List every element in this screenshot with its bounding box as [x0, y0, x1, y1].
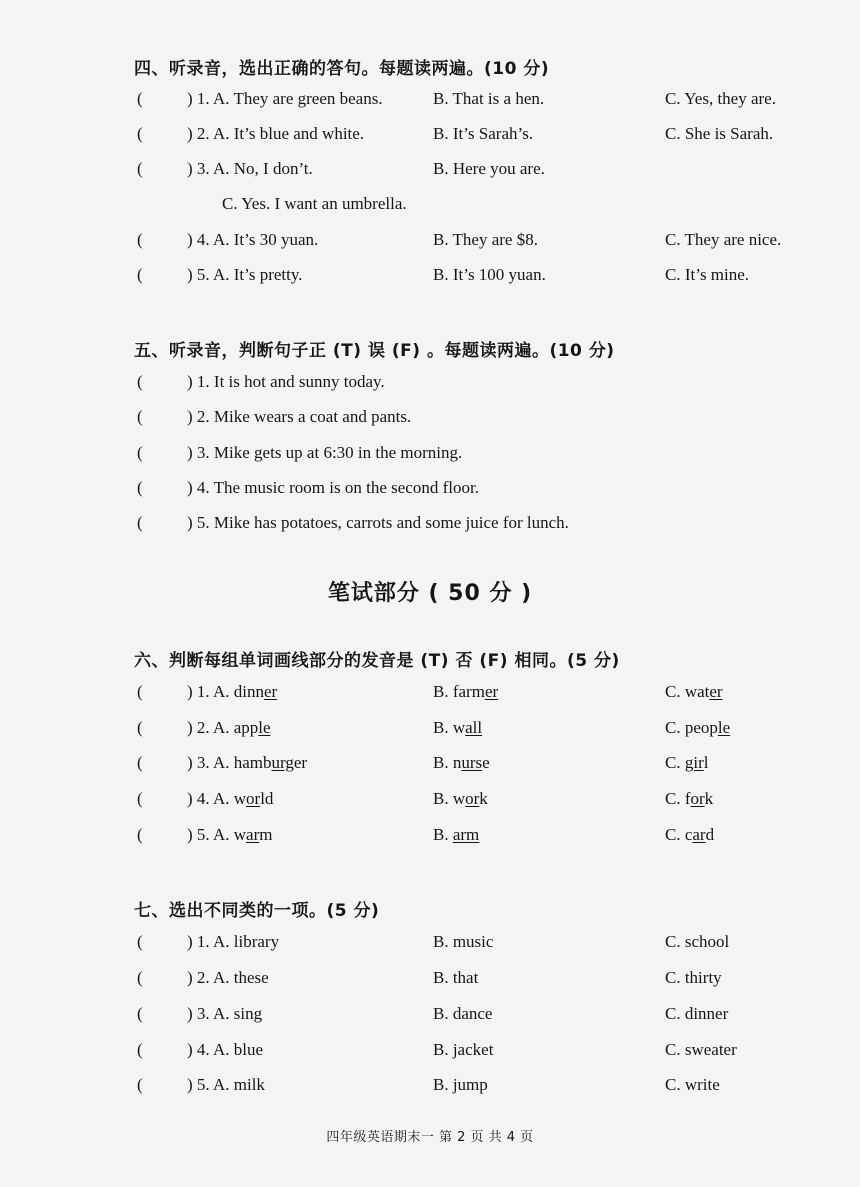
statement-text: ) 5. Mike has potatoes, carrots and some juice for lunch.	[187, 513, 569, 532]
underlined-part: all	[465, 718, 483, 737]
word-c: C. water	[665, 682, 723, 701]
answer-paren[interactable]: (	[137, 789, 143, 808]
section-7-item-4	[0, 1040, 860, 1066]
section-7-title: 七、选出不同类的一项。(5 分)	[134, 901, 380, 921]
word-c: C. fork	[665, 789, 714, 808]
section-4-item-2	[0, 124, 860, 150]
word-b: B. work	[433, 789, 488, 808]
answer-paren[interactable]: (	[137, 372, 143, 391]
underlined-part: er	[709, 682, 723, 701]
underlined-part: ar	[692, 825, 706, 844]
underlined-part: or	[465, 789, 480, 808]
word-b: B. nurse	[433, 753, 490, 772]
word-c: C. people	[665, 718, 731, 737]
answer-paren[interactable]: (	[137, 89, 143, 108]
option-a: ) 3. A. sing	[187, 1004, 263, 1023]
option-c: C. Yes, they are.	[665, 89, 776, 108]
option-a: ) 1. A. library	[187, 932, 280, 951]
section-7-item-3	[0, 1004, 860, 1030]
answer-paren[interactable]: (	[137, 443, 143, 462]
option-c: C. sweater	[665, 1040, 737, 1059]
underlined-part: ar	[246, 825, 260, 844]
word-b: B. wall	[433, 718, 483, 737]
section-7-item-5	[0, 1075, 860, 1101]
answer-paren[interactable]: (	[137, 1075, 143, 1094]
option-a: ) 4. A. blue	[187, 1040, 264, 1059]
written-part-title: 笔试部分 ( 50 分 )	[327, 581, 533, 606]
option-b: B. That is a hen.	[433, 89, 545, 108]
option-c: C. write	[665, 1075, 720, 1094]
answer-paren[interactable]: (	[137, 513, 143, 532]
answer-paren[interactable]: (	[137, 478, 143, 497]
section-6-item-1	[0, 682, 860, 708]
statement-text: ) 1. It is hot and sunny today.	[187, 372, 385, 391]
answer-paren[interactable]: (	[137, 753, 143, 772]
option-a: ) 3. A. No, I don’t.	[187, 159, 313, 178]
section-5-item-1	[0, 372, 860, 398]
answer-paren[interactable]: (	[137, 682, 143, 701]
section-5-title: 五、听录音，判断句子正 (T) 误 (F) 。每题读两遍。(10 分)	[134, 341, 615, 361]
word-a: ) 3. A. hamburger	[187, 753, 308, 772]
underlined-part: le	[258, 718, 271, 737]
section-5-item-4	[0, 478, 860, 504]
option-a: ) 4. A. It’s 30 yuan.	[187, 230, 319, 249]
option-c: C. dinner	[665, 1004, 729, 1023]
option-b: B. It’s 100 yuan.	[433, 265, 546, 284]
section-6-item-4	[0, 789, 860, 815]
underlined-part: le	[717, 718, 731, 737]
answer-paren[interactable]: (	[137, 718, 143, 737]
option-a: ) 1. A. They are green beans.	[187, 89, 383, 108]
option-a: ) 5. A. It’s pretty.	[187, 265, 303, 284]
section-5-item-2	[0, 407, 860, 433]
underlined-part: er	[263, 682, 278, 701]
section-5-item-3	[0, 443, 860, 469]
section-6-title: 六、判断每组单词画线部分的发音是 (T) 否 (F) 相同。(5 分)	[134, 651, 620, 671]
answer-paren[interactable]: (	[137, 968, 143, 987]
section-7-item-1	[0, 932, 860, 958]
answer-paren[interactable]: (	[137, 159, 143, 178]
option-b: B. that	[433, 968, 479, 987]
answer-paren[interactable]: (	[137, 1004, 143, 1023]
word-a: ) 5. A. warm	[187, 825, 273, 844]
word-b: B. arm	[433, 825, 480, 844]
option-b: B. dance	[433, 1004, 493, 1023]
option-b: B. jump	[433, 1075, 488, 1094]
section-6-item-3	[0, 753, 860, 779]
word-a: ) 1. A. dinner	[187, 682, 278, 701]
statement-text: ) 2. Mike wears a coat and pants.	[187, 407, 412, 426]
section-4-item-5	[0, 265, 860, 291]
underlined-part: urg	[271, 753, 294, 772]
statement-text: ) 4. The music room is on the second floor.	[187, 478, 479, 497]
word-a: ) 4. A. world	[187, 789, 274, 808]
section-4-item-4	[0, 230, 860, 256]
option-b: B. It’s Sarah’s.	[433, 124, 534, 143]
option-c: C. They are nice.	[665, 230, 782, 249]
answer-paren[interactable]: (	[137, 1040, 143, 1059]
option-c: C. thirty	[665, 968, 722, 987]
answer-paren[interactable]: (	[137, 407, 143, 426]
option-c: C. She is Sarah.	[665, 124, 774, 143]
option-a: ) 2. A. It’s blue and white.	[187, 124, 365, 143]
answer-paren[interactable]: (	[137, 265, 143, 284]
word-a: ) 2. A. apple	[187, 718, 271, 737]
section-6-item-2	[0, 718, 860, 744]
option-b: B. jacket	[433, 1040, 494, 1059]
underlined-part: urs	[461, 753, 483, 772]
answer-paren[interactable]: (	[137, 230, 143, 249]
section-4-item-1	[0, 89, 860, 115]
underlined-part: er	[484, 682, 499, 701]
section-4-item-3-option-c: C. Yes. I want an umbrella.	[222, 194, 407, 213]
underlined-part: gir	[684, 753, 704, 772]
option-c: C. school	[665, 932, 730, 951]
option-b: B. They are $8.	[433, 230, 538, 249]
option-c: C. It’s mine.	[665, 265, 750, 284]
section-4-item-3	[0, 159, 860, 185]
option-b: B. music	[433, 932, 494, 951]
page-footer: 四年级英语期末一 第 2 页 共 4 页	[326, 1130, 534, 1145]
underlined-part: arm	[452, 825, 480, 844]
answer-paren[interactable]: (	[137, 825, 143, 844]
option-a: ) 2. A. these	[187, 968, 269, 987]
section-5-item-5	[0, 513, 860, 539]
word-c: C. card	[665, 825, 715, 844]
answer-paren[interactable]: (	[137, 124, 143, 143]
section-6-item-5	[0, 825, 860, 851]
underlined-part: or	[690, 789, 705, 808]
option-a: ) 5. A. milk	[187, 1075, 265, 1094]
underlined-part: or	[246, 789, 261, 808]
option-b: B. Here you are.	[433, 159, 545, 178]
statement-text: ) 3. Mike gets up at 6:30 in the morning.	[187, 443, 463, 462]
answer-paren[interactable]: (	[137, 932, 143, 951]
word-b: B. farmer	[433, 682, 499, 701]
word-c: C. girl	[665, 753, 709, 772]
section-4-title: 四、听录音，选出正确的答句。每题读两遍。(10 分)	[134, 59, 550, 79]
section-7-item-2	[0, 968, 860, 994]
